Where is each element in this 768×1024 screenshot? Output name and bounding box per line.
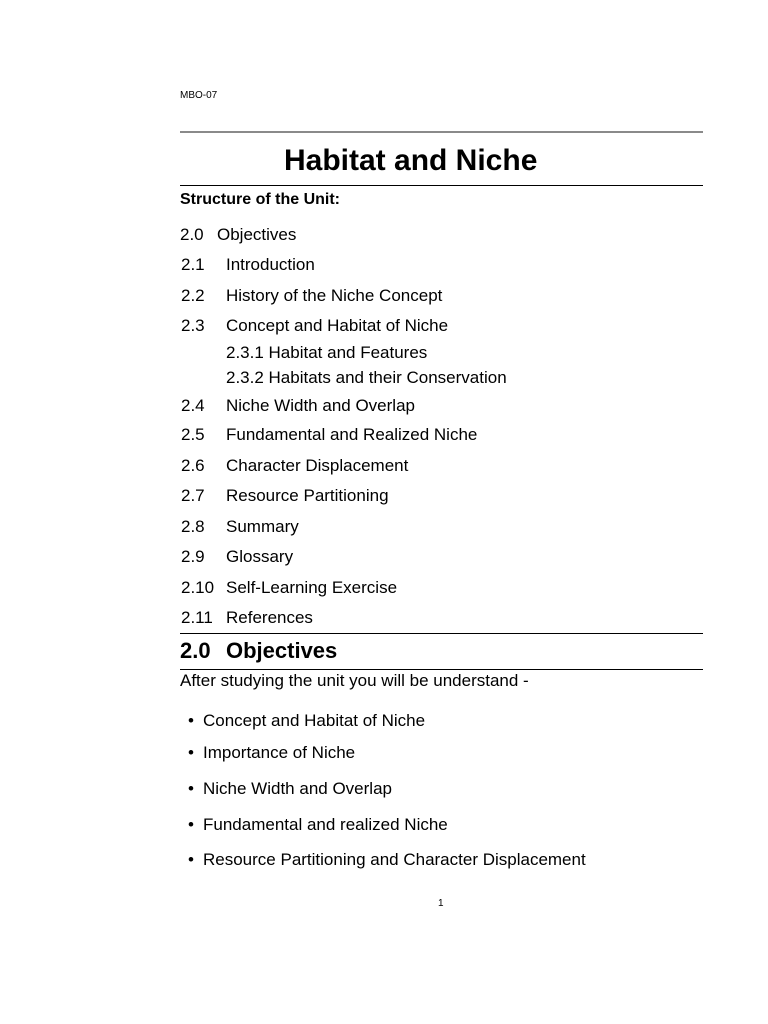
page-number: 1 (438, 898, 444, 909)
bullet-icon: • (188, 711, 194, 730)
document-code: MBO-07 (180, 90, 218, 101)
bullet-icon: • (188, 850, 194, 869)
toc-label: 2.3.1 Habitat and Features (226, 343, 428, 362)
toc-label: History of the Niche Concept (226, 286, 443, 305)
structure-heading: Structure of the Unit: (180, 191, 340, 208)
toc-number: 2.2 (181, 286, 205, 305)
toc-label: Glossary (226, 547, 294, 566)
toc-number: 2.5 (181, 425, 205, 444)
toc-number: 2.6 (181, 456, 205, 475)
toc-label: Self-Learning Exercise (226, 578, 398, 597)
list-item-text: Importance of Niche (203, 743, 356, 762)
objectives-intro: After studying the unit you will be understand - (180, 671, 529, 690)
toc-number: 2.8 (181, 517, 205, 536)
toc-label: 2.3.2 Habitats and their Conservation (226, 368, 507, 387)
toc-label: Resource Partitioning (226, 486, 389, 505)
unit-title: Habitat and Niche (284, 144, 538, 177)
list-item-text: Fundamental and realized Niche (203, 815, 448, 834)
toc-number: 2.11 (181, 608, 213, 627)
list-item-text: Niche Width and Overlap (203, 779, 392, 798)
list-item-text: Concept and Habitat of Niche (203, 711, 426, 730)
toc-label: Introduction (226, 255, 315, 274)
bullet-icon: • (188, 743, 194, 762)
section-title: Objectives (226, 638, 338, 663)
toc-number: 2.0 (180, 225, 204, 244)
toc-label: Niche Width and Overlap (226, 396, 415, 415)
toc-label: Concept and Habitat of Niche (226, 316, 449, 335)
section-number: 2.0 (180, 638, 211, 663)
toc-number: 2.9 (181, 547, 205, 566)
bullet-icon: • (188, 779, 194, 798)
toc-number: 2.3 (181, 316, 205, 335)
toc-number: 2.1 (181, 255, 205, 274)
header-divider (180, 131, 703, 133)
toc-label: References (226, 608, 313, 627)
title-divider (180, 185, 703, 186)
bullet-icon: • (188, 815, 194, 834)
section-divider-top (180, 633, 703, 634)
toc-number: 2.10 (181, 578, 215, 597)
section-divider-bottom (180, 669, 703, 670)
toc-label: Character Displacement (226, 456, 409, 475)
toc-label: Objectives (217, 225, 297, 244)
toc-label: Summary (226, 517, 299, 536)
toc-number: 2.7 (181, 486, 205, 505)
toc-label: Fundamental and Realized Niche (226, 425, 478, 444)
toc-number: 2.4 (181, 396, 205, 415)
list-item-text: Resource Partitioning and Character Displacement (203, 850, 586, 869)
